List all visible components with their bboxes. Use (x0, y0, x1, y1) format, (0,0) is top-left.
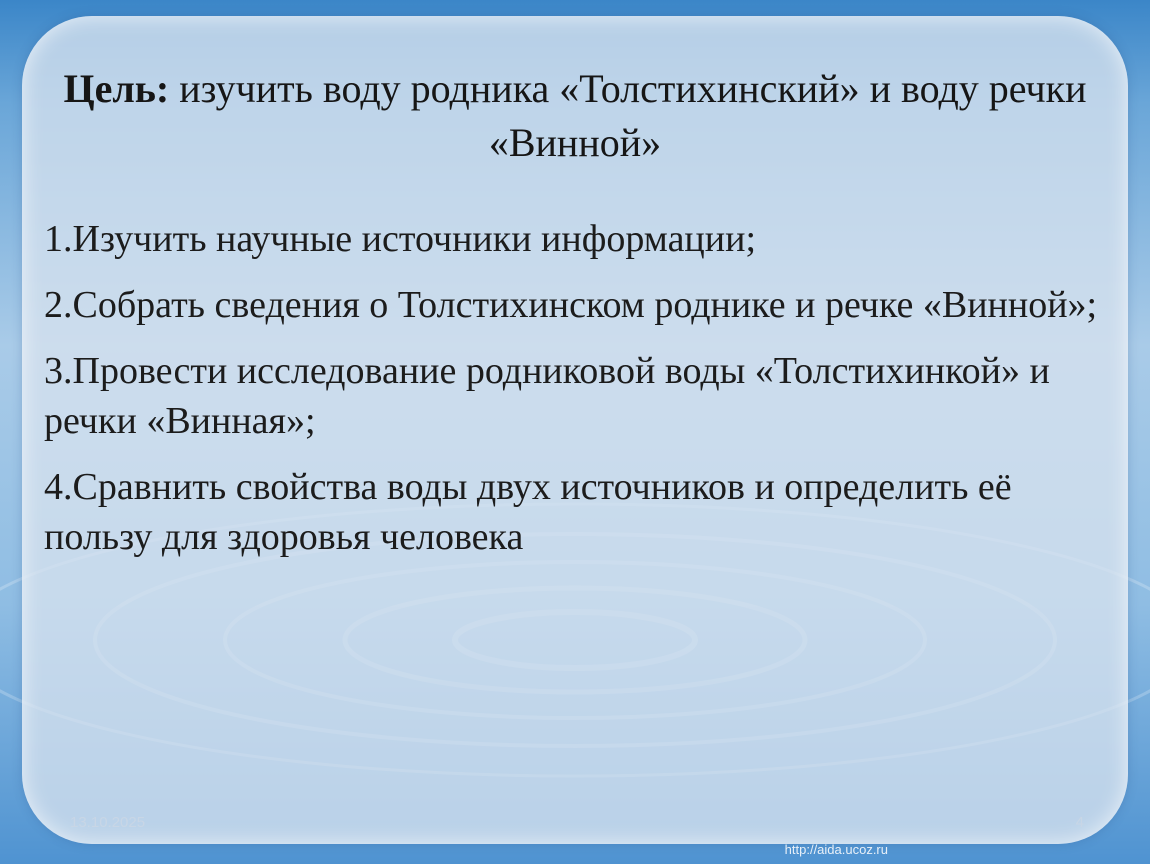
list-item: 3.Провести исследование родниковой воды «Толстихинкой» и речки «Винная»; (44, 350, 1050, 442)
list-item: 2.Собрать сведения о Толстихинском роднике и речке «Винной»; (44, 284, 1098, 326)
slide-title (40, 62, 1110, 170)
slide-number: 4 (1075, 814, 1084, 831)
title-text: изучить воду родника «Толстихинский» и воду речки «Винной» (169, 66, 1087, 165)
list-item: 4.Сравнить свойства воды двух источников и определить её пользу для здоровья человека (44, 466, 1012, 558)
title-lead: Цель: (63, 66, 170, 111)
task-list (44, 214, 1104, 578)
slide-date: 13.10.2025 (70, 814, 146, 831)
watermark-url: http://aida.ucoz.ru (784, 842, 888, 857)
list-item: 1.Изучить научные источники информации; (44, 218, 756, 260)
